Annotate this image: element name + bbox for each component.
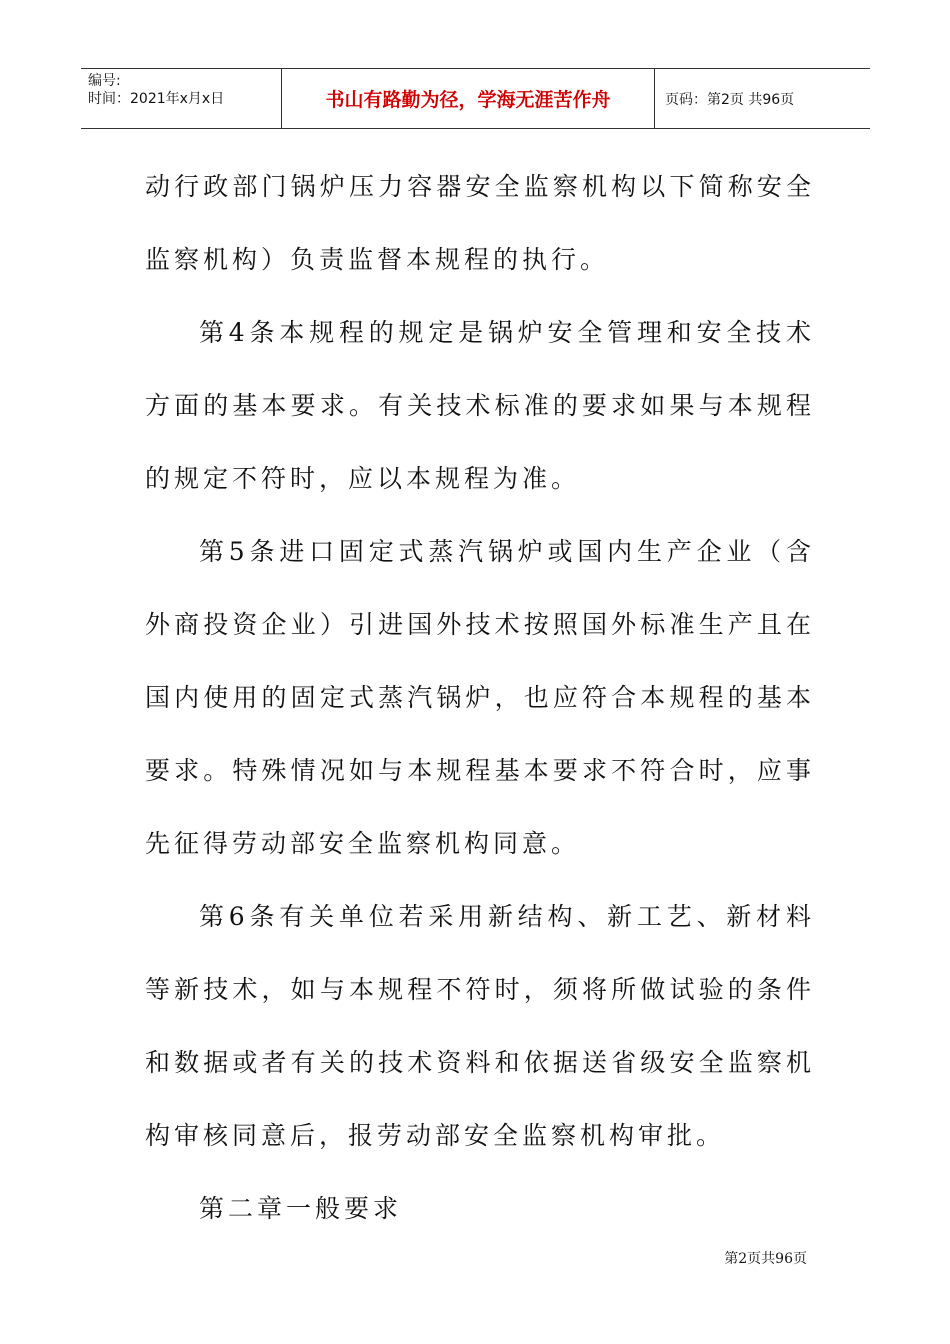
- paragraph-continuation: 动行政部门锅炉压力容器安全监察机构以下简称安全监察机构）负责监督本规程的执行。: [145, 172, 815, 274]
- header-meta: [81, 69, 282, 128]
- document-number-label: 编号:: [88, 73, 121, 89]
- header-page-info: 页码：第2页 共96页: [665, 91, 795, 108]
- header-table: [81, 68, 870, 129]
- header-motto: 书山有路勤为径，学海无涯苦作舟: [325, 89, 611, 111]
- header-motto-cell: [282, 69, 655, 128]
- chapter-heading: 第二章一般要求: [199, 1194, 403, 1223]
- document-body: [145, 150, 815, 1245]
- paragraph-article-5: 第5条进口固定式蒸汽锅炉或国内生产企业（含外商投资企业）引进国外技术按照国外标准生产且在国内使用的固定式蒸汽锅炉，也应符合本规程的基本要求。特殊情况如与本规程基本要求不符合时，应事先征得劳动部安全监察机构同意。: [145, 537, 815, 858]
- document-date: 时间：2021年x月x日: [88, 91, 225, 107]
- paragraph-article-4: 第4条本规程的规定是锅炉安全管理和安全技术方面的基本要求。有关技术标准的要求如果与本规程的规定不符时，应以本规程为准。: [145, 318, 815, 493]
- paragraph-article-6: 第6条有关单位若采用新结构、新工艺、新材料等新技术，如与本规程不符时，须将所做试验的条件和数据或者有关的技术资料和依据送省级安全监察机构审核同意后，报劳动部安全监察机构审批。: [145, 902, 815, 1150]
- footer-page-number: 第2页共96页: [724, 1251, 807, 1267]
- header-page-cell: [655, 69, 870, 128]
